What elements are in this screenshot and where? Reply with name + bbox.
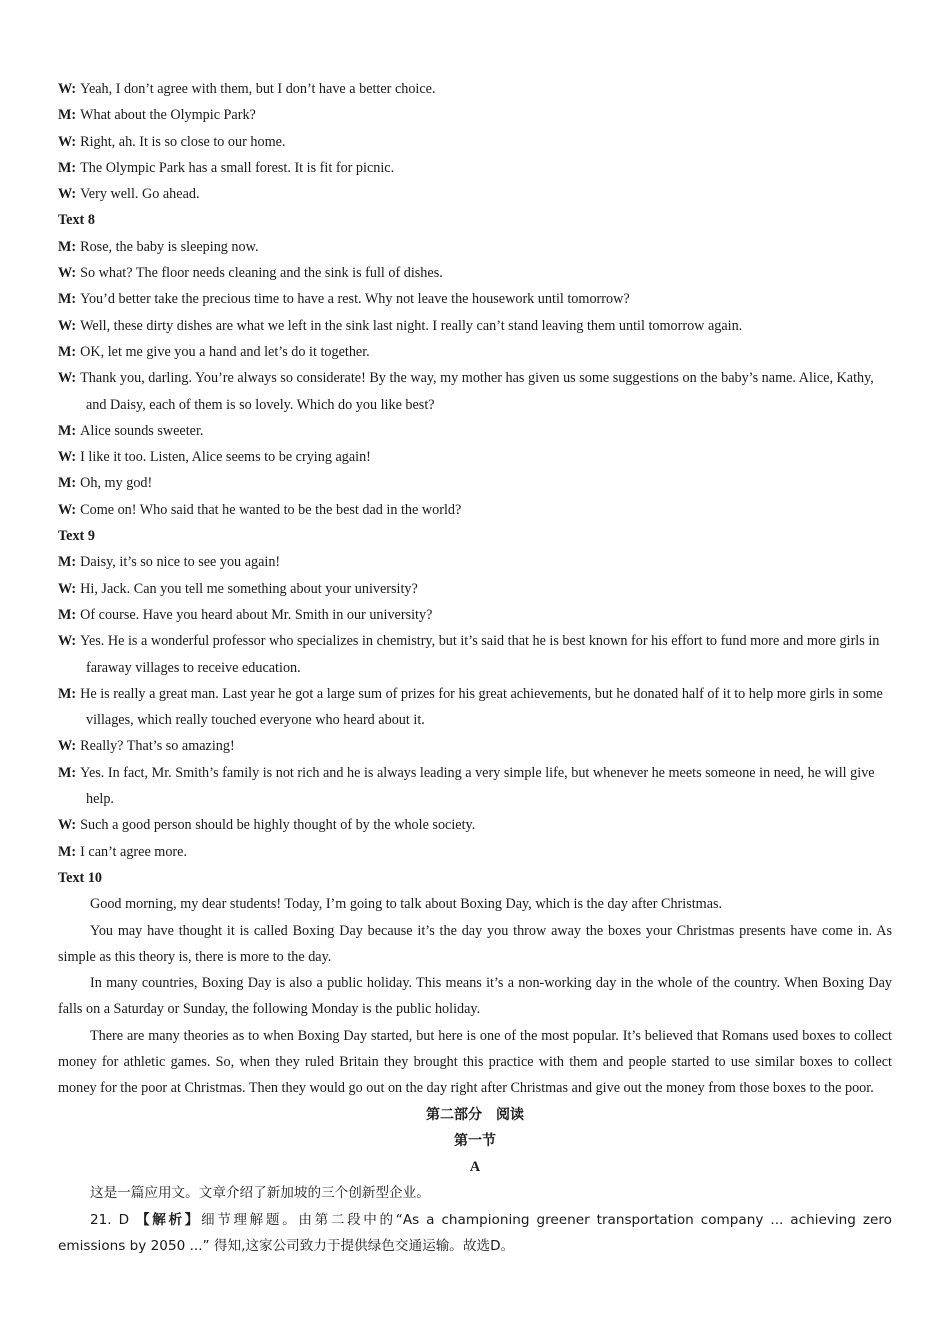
- utterance: Yes. In fact, Mr. Smith’s family is not rich and he is always leading a very simple life, but whenever he meets someone in need, he will give help.: [80, 764, 875, 808]
- dialogue-line: [58, 234, 892, 260]
- dialogue-line: [58, 839, 892, 865]
- document-page: [58, 76, 892, 1259]
- answer-explanation: [58, 1207, 892, 1260]
- speaker: W:: [58, 501, 77, 518]
- utterance: What about the Olympic Park?: [80, 107, 256, 124]
- dialogue-line: [58, 129, 892, 155]
- speaker: W:: [58, 580, 77, 597]
- text8-dialogue: [58, 234, 892, 523]
- dialogue-line: [58, 760, 892, 813]
- text10-monologue: [58, 891, 892, 1101]
- utterance: OK, let me give you a hand and let’s do it together.: [80, 343, 370, 360]
- dialogue-line: [58, 365, 892, 418]
- speaker: M:: [58, 343, 77, 360]
- dialogue-line: [58, 102, 892, 128]
- dialogue-line: [58, 339, 892, 365]
- text8-heading: Text 8: [58, 212, 95, 229]
- utterance: Yes. He is a wonderful professor who specializes in chemistry, but it’s said that he is best known for his effort to fund more and more girls in faraway villages to receive education.: [80, 633, 880, 676]
- dialogue-line: [58, 549, 892, 575]
- speaker: M:: [58, 554, 77, 571]
- speaker: M:: [58, 764, 77, 781]
- speaker: M:: [58, 606, 77, 623]
- speaker: M:: [58, 238, 77, 255]
- utterance: Of course. Have you heard about Mr. Smith in our university?: [80, 606, 433, 623]
- dialogue-line: [58, 733, 892, 759]
- utterance: Thank you, darling. You’re always so considerate! By the way, my mother has given us some suggestions on the baby’s name. Alice, Kathy, and Daisy, each of them is so lovely. Which do you like best?: [80, 370, 874, 413]
- utterance: Right, ah. It is so close to our home.: [80, 133, 286, 150]
- question-answer: 21. D: [90, 1211, 130, 1228]
- speaker: W:: [58, 133, 77, 150]
- dialogue-line: [58, 681, 892, 734]
- utterance: He is really a great man. Last year he got a large sum of prizes for his great achievements, but he donated half of it to help more girls in some villages, which really touched everyone who heard about it.: [80, 685, 883, 729]
- utterance: I like it too. Listen, Alice seems to be crying again!: [80, 449, 371, 466]
- utterance: Oh, my god!: [80, 475, 153, 492]
- paragraph: There are many theories as to when Boxing Day started, but here is one of the most popular. It’s believed that Romans used boxes to collect money for athletic games. So, when they ruled Britain they brought this practice with them and people started to use similar boxes to collect money for the poor at Christmas. Then they would go out on the day right after Christmas and give out the money from those boxes to the poor.: [58, 1027, 892, 1097]
- dialogue-line: [58, 260, 892, 286]
- dialogue-line: [58, 418, 892, 444]
- dialogue-line: [58, 812, 892, 838]
- analysis-tag: 【解析】: [136, 1211, 201, 1228]
- utterance: You’d better take the precious time to have a rest. Why not leave the housework until tomorrow?: [80, 291, 630, 308]
- speaker: W:: [58, 317, 77, 334]
- speaker: W:: [58, 81, 77, 97]
- part-title: 第二部分 阅读: [426, 1106, 524, 1123]
- passage-label: A: [469, 1159, 481, 1176]
- text9-dialogue: [58, 549, 892, 865]
- dialogue-line: [58, 286, 892, 312]
- dialogue-line: [58, 181, 892, 207]
- utterance: Yeah, I don’t agree with them, but I don’t have a better choice.: [80, 81, 436, 97]
- utterance: Alice sounds sweeter.: [80, 422, 204, 439]
- paragraph: In many countries, Boxing Day is also a public holiday. This means it’s a non-working day in the whole of the country. When Boxing Day falls on a Saturday or Sunday, the following Monday is the public holiday.: [58, 975, 892, 1018]
- speaker: M:: [58, 685, 77, 702]
- utterance: Very well. Go ahead.: [80, 186, 200, 203]
- speaker: M:: [58, 475, 77, 492]
- speaker: M:: [58, 159, 77, 176]
- utterance: Rose, the baby is sleeping now.: [80, 238, 259, 255]
- passage-intro: 这是一篇应用文。文章介绍了新加坡的三个创新型企业。: [90, 1185, 430, 1202]
- dialogue-line: [58, 576, 892, 602]
- utterance: Really? That’s so amazing!: [80, 738, 235, 755]
- dialogue-line: [58, 470, 892, 496]
- utterance: Daisy, it’s so nice to see you again!: [80, 554, 281, 571]
- utterance: The Olympic Park has a small forest. It is fit for picnic.: [80, 159, 395, 176]
- dialogue-line: [58, 76, 892, 102]
- speaker: M:: [58, 291, 77, 308]
- dialogue-line: [58, 628, 892, 681]
- dialogue-line: [58, 155, 892, 181]
- speaker: M:: [58, 843, 77, 860]
- utterance: I can’t agree more.: [80, 843, 187, 860]
- speaker: W:: [58, 449, 77, 466]
- text9-heading: Text 9: [58, 528, 95, 545]
- speaker: W:: [58, 186, 77, 203]
- utterance: So what? The floor needs cleaning and the sink is full of dishes.: [80, 265, 443, 282]
- paragraph: You may have thought it is called Boxing Day because it’s the day you throw away the boxes your Christmas presents have come in. As simple as this theory is, there is more to the day.: [58, 922, 892, 965]
- dialogue-line: [58, 313, 892, 339]
- speaker: M:: [58, 107, 77, 124]
- text10-heading: Text 10: [58, 869, 103, 886]
- paragraph: Good morning, my dear students! Today, I’m going to talk about Boxing Day, which is the day after Christmas.: [90, 896, 723, 913]
- speaker: W:: [58, 817, 77, 834]
- speaker: W:: [58, 738, 77, 755]
- dialogue-line: [58, 497, 892, 523]
- speaker: W:: [58, 633, 77, 650]
- speaker: W:: [58, 265, 77, 282]
- utterance: Such a good person should be highly thought of by the whole society.: [80, 817, 476, 834]
- dialogue-line: [58, 602, 892, 628]
- utterance: Come on! Who said that he wanted to be the best dad in the world?: [80, 501, 462, 518]
- utterance: Well, these dirty dishes are what we left in the sink last night. I really can’t stand leaving them until tomorrow again.: [80, 317, 743, 334]
- section-title: 第一节: [454, 1132, 496, 1149]
- speaker: M:: [58, 422, 77, 439]
- utterance: Hi, Jack. Can you tell me something about your university?: [80, 580, 418, 597]
- text7-dialogue: [58, 76, 892, 207]
- dialogue-line: [58, 444, 892, 470]
- analysis-text: 细节理解题。由第二段中的“As a championing greener transportation company ... achieving zero emissions by 2050 ...” 得知,这家公司致力于提供绿色交通运输。故选D。: [58, 1211, 892, 1255]
- speaker: W:: [58, 370, 77, 387]
